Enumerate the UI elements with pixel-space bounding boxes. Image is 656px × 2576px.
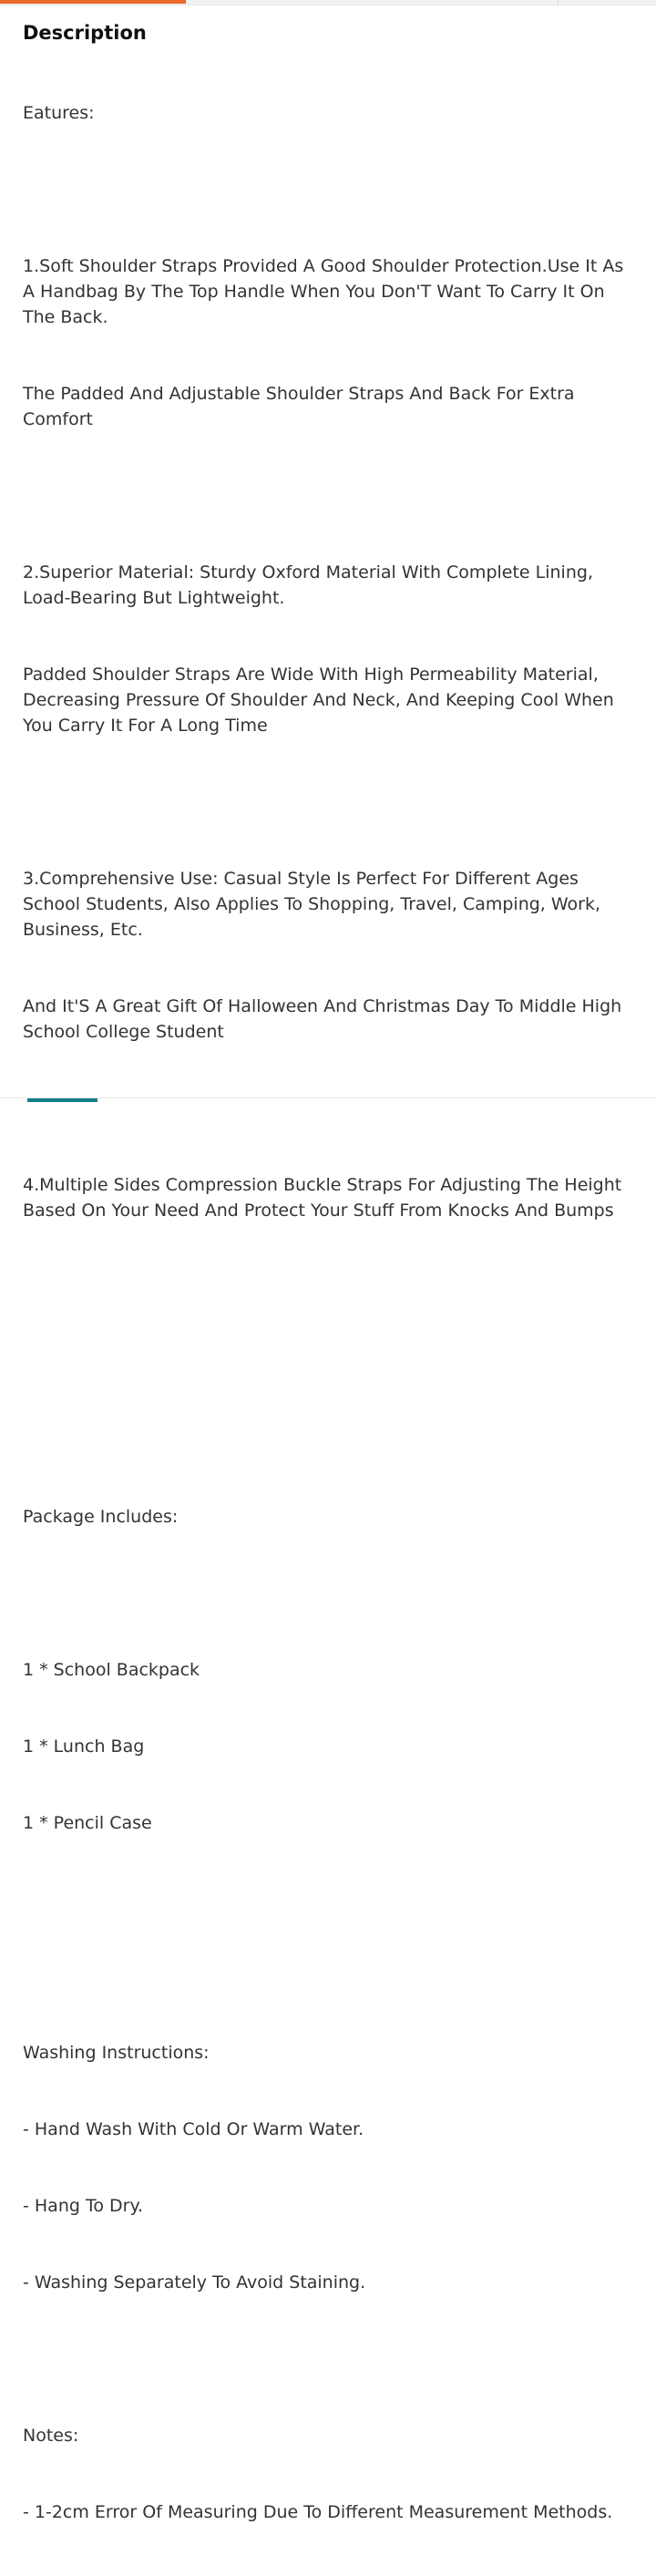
description-line: The Padded And Adjustable Shoulder Straps And Back For Extra Comfort bbox=[23, 384, 580, 429]
bottom-bar bbox=[0, 1097, 656, 1103]
bottom-scroll-indicator bbox=[27, 1098, 97, 1102]
description-section bbox=[23, 16, 633, 2576]
description-line: - Hang To Dry. bbox=[23, 2196, 144, 2216]
description-line: 2.Superior Material: Sturdy Oxford Material With Complete Lining, Load-Bearing But Lightweight. bbox=[23, 562, 600, 608]
description-line bbox=[23, 177, 633, 202]
description-line bbox=[23, 1887, 633, 1912]
top-tab-bar[interactable] bbox=[0, 0, 656, 5]
description-line: And It'S A Great Gift Of Halloween And Christmas Day To Middle High School College Student bbox=[23, 996, 628, 1042]
description-line bbox=[23, 1427, 633, 1453]
description-line bbox=[23, 789, 633, 815]
description-line bbox=[23, 1351, 633, 1376]
description-line bbox=[23, 483, 633, 509]
description-line bbox=[23, 1963, 633, 1989]
description-line: - Hand Wash With Cold Or Warm Water. bbox=[23, 2119, 364, 2139]
description-line: 1 * Lunch Bag bbox=[23, 1736, 145, 1757]
description-line: 4.Multiple Sides Compression Buckle Straps For Adjusting The Height Based On Your Need And Protect Your Stuff From Knocks And Bumps bbox=[23, 1175, 628, 1221]
description-title: Description bbox=[23, 22, 147, 44]
description-line: 1.Soft Shoulder Straps Provided A Good Shoulder Protection.Use It As A Handbag By The Top Handle When You Don'T Want To Carry It On The Back. bbox=[23, 256, 630, 327]
description-line bbox=[23, 1581, 633, 1606]
tab-divider bbox=[558, 0, 559, 5]
description-line: 1 * School Backpack bbox=[23, 1660, 200, 1680]
description-line: Padded Shoulder Straps Are Wide With High Permeability Material, Decreasing Pressure Of Shoulder And Neck, And Keeping Cool When You Carry It For A Long Time bbox=[23, 665, 620, 736]
description-line: Eatures: bbox=[23, 103, 95, 123]
description-body bbox=[23, 49, 633, 2576]
description-line: Notes: bbox=[23, 2426, 79, 2446]
description-line bbox=[23, 2346, 633, 2372]
description-line: Package Includes: bbox=[23, 1507, 179, 1527]
description-line: - 1-2cm Error Of Measuring Due To Different Measurement Methods. bbox=[23, 2502, 613, 2522]
description-line: 3.Comprehensive Use: Casual Style Is Perfect For Different Ages School Students, Also Applies To Shopping, Travel, Camping, Work, Business, Etc. bbox=[23, 869, 607, 940]
description-line: Washing Instructions: bbox=[23, 2043, 210, 2063]
active-tab-indicator bbox=[0, 0, 186, 4]
description-line: - Washing Separately To Avoid Staining. bbox=[23, 2272, 366, 2293]
description-line bbox=[23, 1274, 633, 1300]
description-line: 1 * Pencil Case bbox=[23, 1813, 152, 1833]
